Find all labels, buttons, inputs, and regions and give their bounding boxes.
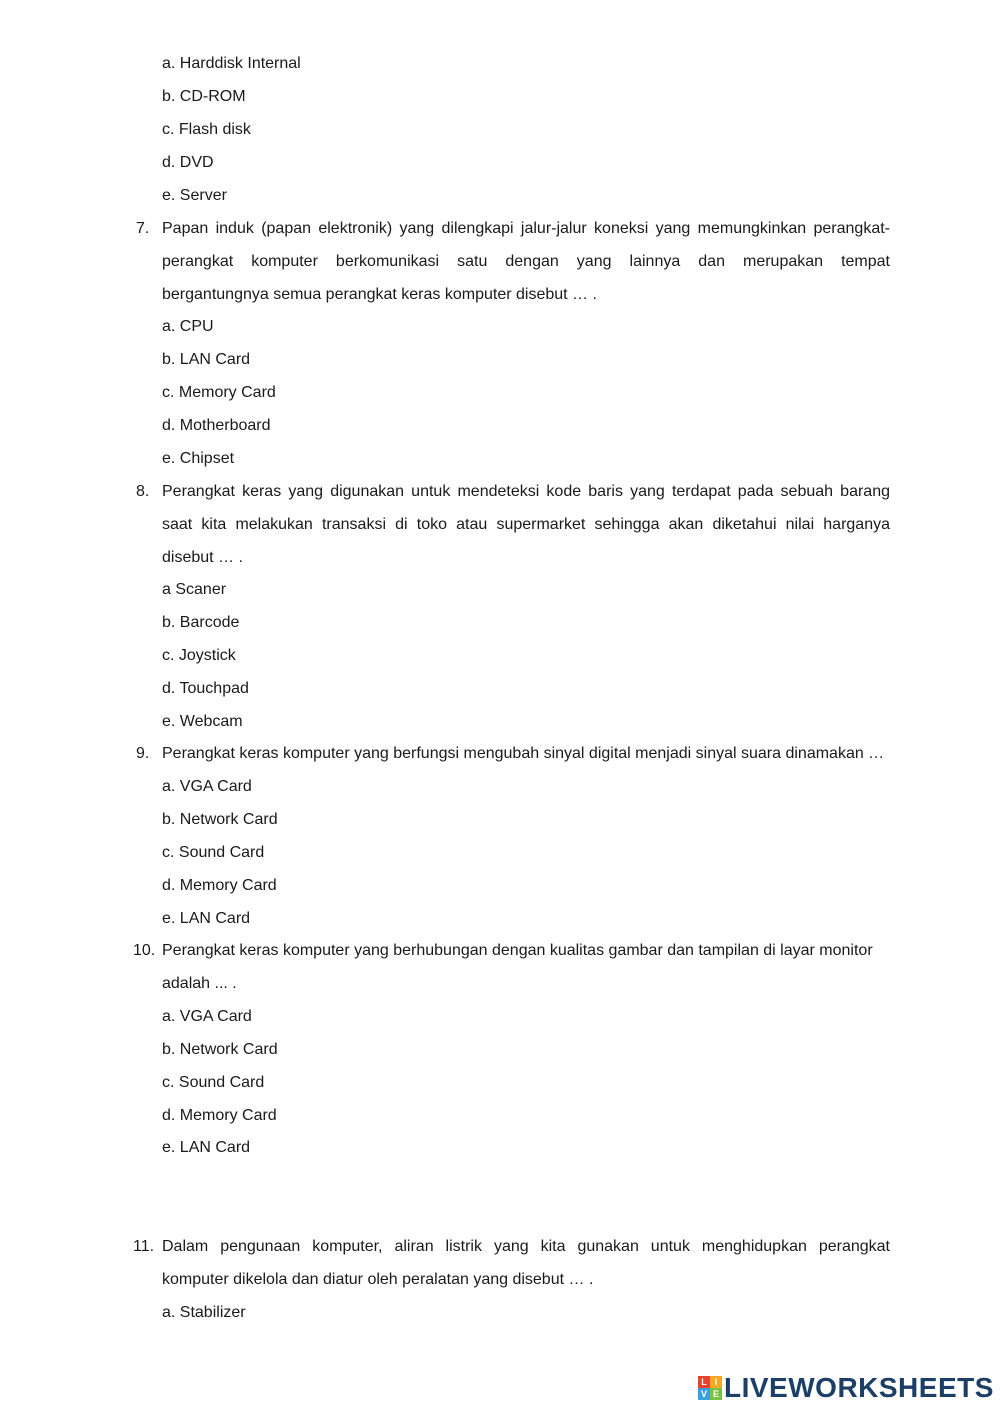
q7-text-line-2: perangkat komputer berkomunikasi satu dengan yang lainnya dan merupakan tempat — [162, 253, 890, 270]
q7-text-line-3: bergantungnya semua perangkat keras komputer disebut … . — [162, 286, 597, 303]
q10-text-line-2: adalah ... . — [162, 975, 237, 992]
q8-text-line-3: disebut … . — [162, 549, 243, 566]
q9-option-a: a. VGA Card — [162, 778, 252, 795]
q9-text-line-1: Perangkat keras komputer yang berfungsi mengubah sinyal digital menjadi sinyal suara dinamakan … — [162, 745, 885, 762]
q6-option-b: b. CD-ROM — [162, 88, 246, 105]
q9-option-b: b. Network Card — [162, 811, 278, 828]
q7-option-a: a. CPU — [162, 318, 214, 335]
q8-option-c: c. Joystick — [162, 647, 236, 664]
logo-letter-i: I — [710, 1376, 722, 1388]
q6-option-c: c. Flash disk — [162, 121, 251, 138]
q10-option-a: a. VGA Card — [162, 1008, 252, 1025]
q6-option-e: e. Server — [162, 187, 227, 204]
q11-text-line-2: komputer dikelola dan diatur oleh peralatan yang disebut … . — [162, 1271, 594, 1288]
logo-letter-v: V — [698, 1388, 710, 1400]
q10-option-c: c. Sound Card — [162, 1074, 265, 1091]
q10-number: 10. — [133, 942, 156, 959]
q7-text-line-1: Papan induk (papan elektronik) yang dilengkapi jalur-jalur koneksi yang memungkinkan perangkat- — [162, 220, 890, 237]
q10-option-e: e. LAN Card — [162, 1139, 251, 1156]
liveworksheets-brand — [698, 1372, 994, 1404]
q7-option-c: c. Memory Card — [162, 384, 276, 401]
q10-option-b: b. Network Card — [162, 1041, 278, 1058]
q7-number: 7. — [136, 220, 150, 237]
q11-option-a: a. Stabilizer — [162, 1304, 246, 1321]
q7-option-e: e. Chipset — [162, 450, 235, 467]
q8-text-line-1: Perangkat keras yang digunakan untuk mendeteksi kode baris yang terdapat pada sebuah barang — [162, 483, 890, 500]
q7-option-d: d. Motherboard — [162, 417, 271, 434]
q8-number: 8. — [136, 483, 150, 500]
q8-option-b: b. Barcode — [162, 614, 240, 631]
q11-text-line-1: Dalam pengunaan komputer, aliran listrik yang kita gunakan untuk menghidupkan perangkat — [162, 1238, 890, 1255]
q6-option-d: d. DVD — [162, 154, 214, 171]
q10-option-d: d. Memory Card — [162, 1107, 277, 1124]
logo-letter-l: L — [698, 1376, 710, 1388]
logo-letter-e: E — [710, 1388, 722, 1400]
q8-option-e: e. Webcam — [162, 713, 243, 730]
q8-option-a: a Scaner — [162, 581, 227, 598]
q10-text-line-1: Perangkat keras komputer yang berhubungan dengan kualitas gambar dan tampilan di layar monitor — [162, 942, 873, 959]
q8-text-line-2: saat kita melakukan transaksi di toko atau supermarket sehingga akan diketahui nilai harganya — [162, 516, 890, 533]
liveworksheets-wordmark: LIVEWORKSHEETS — [724, 1372, 994, 1403]
q9-option-c: c. Sound Card — [162, 844, 265, 861]
q9-option-e: e. LAN Card — [162, 910, 251, 927]
liveworksheets-logo-icon — [698, 1376, 722, 1400]
q11-number: 11. — [133, 1238, 155, 1255]
q9-number: 9. — [136, 745, 150, 762]
q8-option-d: d. Touchpad — [162, 680, 249, 697]
q9-option-d: d. Memory Card — [162, 877, 277, 894]
q7-option-b: b. LAN Card — [162, 351, 251, 368]
q6-option-a: a. Harddisk Internal — [162, 55, 301, 72]
